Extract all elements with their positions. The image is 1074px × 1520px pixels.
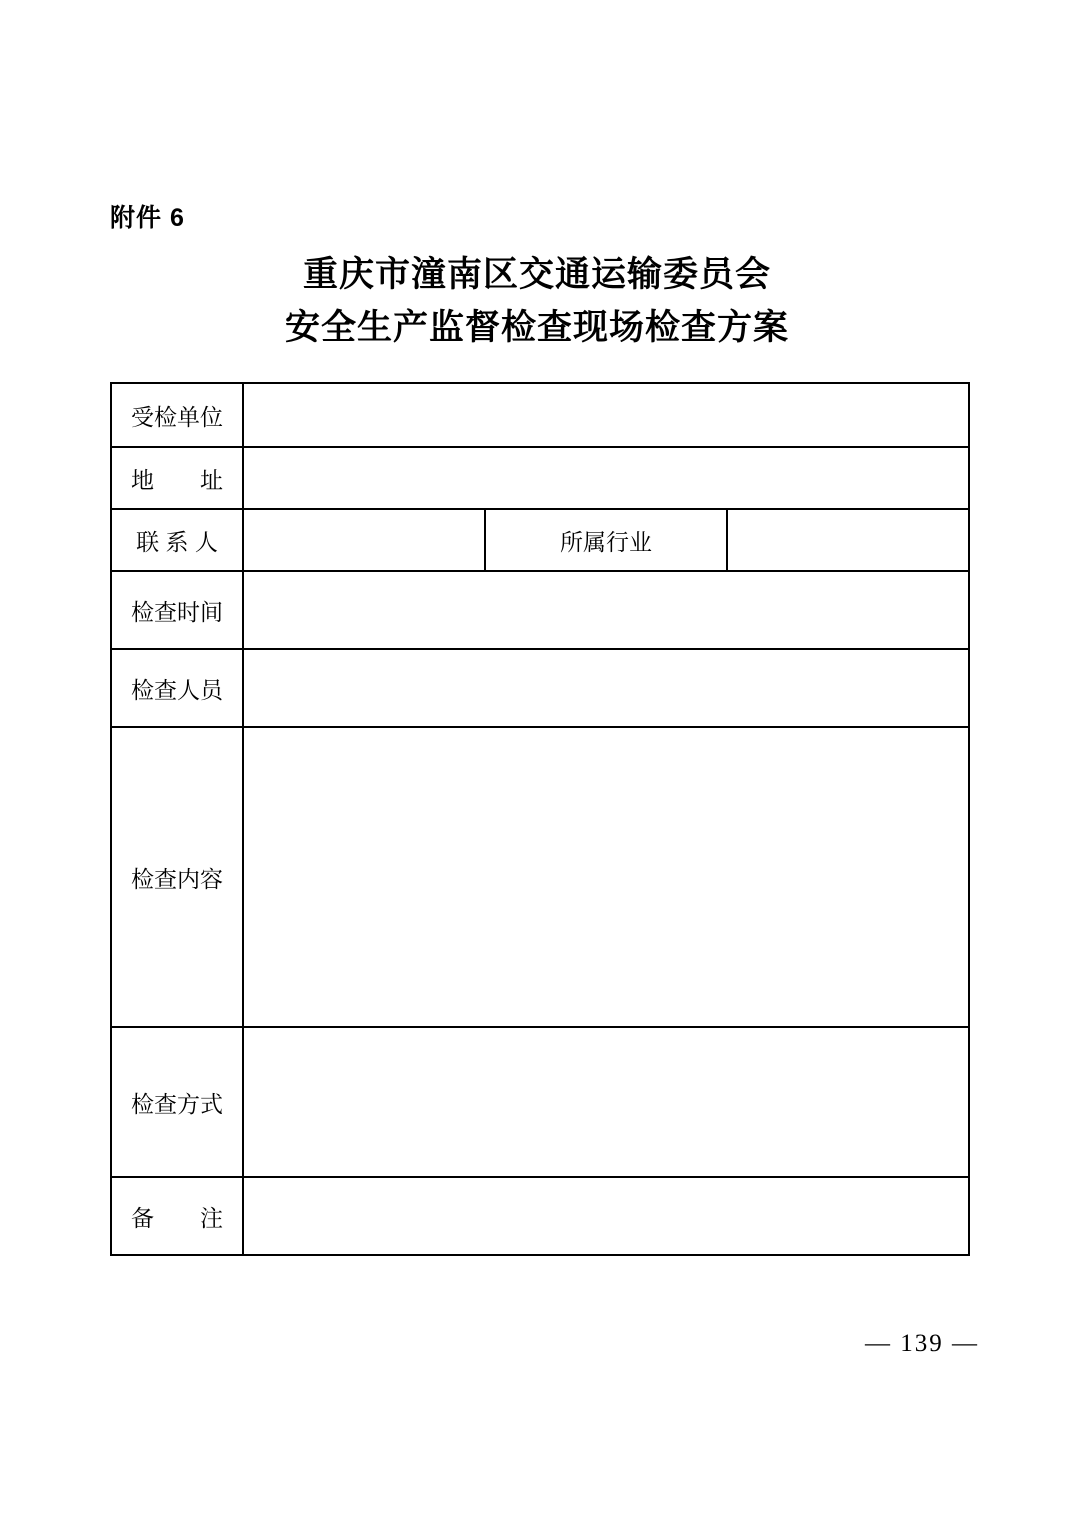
row-value-address[interactable] — [243, 447, 969, 509]
table-row — [111, 509, 969, 571]
table-row — [111, 727, 969, 1027]
title-line-1: 重庆市潼南区交通运输委员会 — [302, 255, 771, 294]
row-label-address — [111, 447, 243, 509]
attachment-label: 附件 6 — [110, 204, 185, 232]
label-text: 地 址 — [131, 466, 223, 493]
value-text — [244, 1102, 968, 1103]
label-text: 检查内容 — [131, 865, 223, 892]
value-text — [244, 610, 968, 611]
row-value-remarks[interactable] — [243, 1177, 969, 1255]
row-label-inspection-time — [111, 571, 243, 649]
value-text — [244, 877, 968, 878]
row-label-contact-person — [111, 509, 243, 571]
value-text — [244, 540, 484, 541]
table-row — [111, 1027, 969, 1177]
label-text: 受检单位 — [131, 403, 223, 430]
title-line-2: 安全生产监督检查现场检查方案 — [284, 308, 789, 347]
page-title — [0, 248, 1074, 354]
page-number: — 139 — — [865, 1330, 979, 1357]
row-value-contact-person[interactable] — [243, 509, 485, 571]
label-text: 所属行业 — [560, 528, 652, 555]
label-text: 备 注 — [131, 1204, 223, 1231]
value-text — [244, 415, 968, 416]
table-row — [111, 383, 969, 447]
row-value-inspectors[interactable] — [243, 649, 969, 727]
row-label-inspection-content — [111, 727, 243, 1027]
row-value-inspection-content[interactable] — [243, 727, 969, 1027]
value-text — [244, 688, 968, 689]
value-text — [244, 1216, 968, 1217]
row-label-inspected-unit — [111, 383, 243, 447]
row-value-inspected-unit[interactable] — [243, 383, 969, 447]
label-text: 检查方式 — [131, 1090, 223, 1117]
row-label-inspection-method — [111, 1027, 243, 1177]
table-row — [111, 447, 969, 509]
table-row — [111, 649, 969, 727]
row-label-remarks — [111, 1177, 243, 1255]
row-value-inspection-time[interactable] — [243, 571, 969, 649]
row-label-inspectors — [111, 649, 243, 727]
label-text: 检查人员 — [131, 676, 223, 703]
inspection-plan-table — [110, 382, 970, 1256]
value-text — [728, 540, 968, 541]
table-row — [111, 571, 969, 649]
row-label-industry — [485, 509, 727, 571]
label-text: 联 系 人 — [136, 528, 218, 555]
label-text: 检查时间 — [131, 598, 223, 625]
row-value-industry[interactable] — [727, 509, 969, 571]
value-text — [244, 478, 968, 479]
table-row — [111, 1177, 969, 1255]
row-value-inspection-method[interactable] — [243, 1027, 969, 1177]
